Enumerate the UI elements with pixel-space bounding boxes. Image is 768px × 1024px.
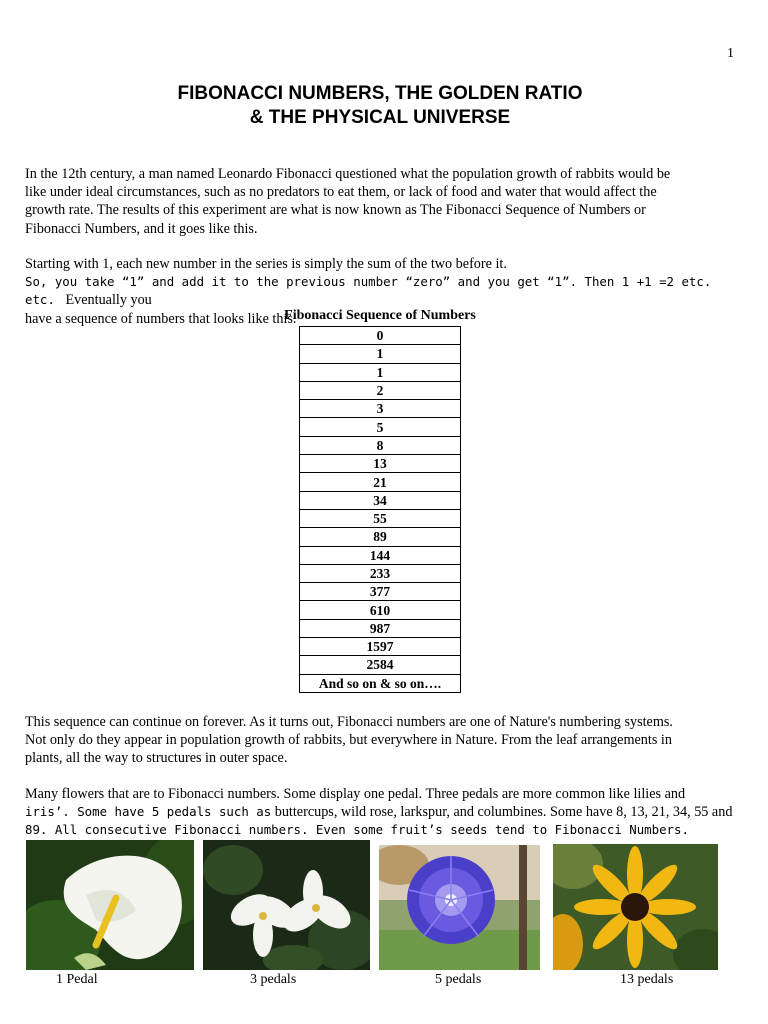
photo-trillium	[203, 840, 370, 970]
table-row	[300, 509, 461, 527]
intro-line: Fibonacci Numbers, and it goes like this.	[25, 220, 258, 237]
table-cell: 377	[300, 583, 461, 601]
table-row	[300, 601, 461, 619]
table-cell: 0	[300, 327, 461, 345]
table-cell: 1	[300, 345, 461, 363]
table-row	[300, 327, 461, 345]
nature-line: plants, all the way to structures in outer space.	[25, 750, 288, 767]
trillium-icon	[203, 840, 370, 970]
table-row	[300, 656, 461, 674]
table-cell: 2584	[300, 656, 461, 674]
table-row	[300, 674, 461, 692]
table-cell: 144	[300, 546, 461, 564]
starting-line	[25, 273, 745, 309]
page-number: 1	[727, 46, 734, 61]
flowers-line-rest: buttercups, wild rose, larkspur, and columbines. Some have 8, 13, 21, 34, 55 and	[271, 804, 733, 821]
title-line-2: & THE PHYSICAL UNIVERSE	[249, 107, 511, 128]
table-row	[300, 345, 461, 363]
black-eyed-susan-icon	[553, 844, 718, 970]
table-row	[300, 473, 461, 491]
table-cell: 1597	[300, 638, 461, 656]
table-cell: 34	[300, 491, 461, 509]
table-row	[300, 638, 461, 656]
table-cell: 233	[300, 564, 461, 582]
table-cell: 5	[300, 418, 461, 436]
calla-lily-icon	[26, 840, 194, 970]
table-cell: 8	[300, 436, 461, 454]
intro-line: like under ideal circumstances, such as no predators to eat them, or lack of food and water that would affect the	[25, 184, 657, 201]
intro-line: growth rate. The results of this experiment are what is now known as The Fibonacci Sequence of Numbers or	[25, 202, 646, 219]
table-row	[300, 491, 461, 509]
page-title	[0, 82, 760, 130]
table-row	[300, 381, 461, 399]
table-cell: 610	[300, 601, 461, 619]
table-cell: 987	[300, 619, 461, 637]
table-cell: And so on & so on….	[300, 674, 461, 692]
table-cell: 13	[300, 455, 461, 473]
title-line-1: FIBONACCI NUMBERS, THE GOLDEN RATIO	[177, 83, 583, 104]
table-row	[300, 436, 461, 454]
nature-line: Not only do they appear in population growth of rabbits, but everywhere in Nature. From the leaf arrangements in	[25, 732, 672, 749]
photo-black-eyed-susan	[553, 844, 718, 970]
photo-caption-3: 5 pedals	[435, 972, 482, 987]
intro-paragraph	[25, 165, 725, 238]
starting-line: have a sequence of numbers that looks like this.	[25, 310, 297, 327]
photo-caption-2: 3 pedals	[250, 972, 297, 987]
photo-morning-glory	[379, 845, 540, 970]
morning-glory-icon	[379, 845, 540, 970]
flowers-line	[25, 803, 745, 821]
table-row	[300, 528, 461, 546]
table-cell: 2	[300, 381, 461, 399]
nature-line: This sequence can continue on forever. As it turns out, Fibonacci numbers are one of Nature's numbering systems.	[25, 714, 673, 730]
photo-caption-4: 13 pedals	[620, 972, 674, 987]
table-row	[300, 583, 461, 601]
table-row	[300, 455, 461, 473]
photo-caption-1: 1 Pedal	[56, 972, 98, 987]
starting-line-rest: Eventually you	[54, 292, 152, 309]
table-row	[300, 546, 461, 564]
flowers-line: Many flowers that are to Fibonacci numbers. Some display one pedal. Three pedals are more common like lilies and	[25, 786, 686, 802]
table-cell: 1	[300, 363, 461, 381]
intro-line: In the 12th century, a man named Leonardo Fibonacci questioned what the population growth of rabbits would be	[25, 166, 671, 182]
table-cell: 55	[300, 509, 461, 527]
table-cell: 89	[300, 528, 461, 546]
flowers-paragraph	[25, 785, 745, 840]
flowers-line	[25, 821, 745, 839]
nature-paragraph	[25, 713, 745, 768]
table-row	[300, 363, 461, 381]
table-row	[300, 619, 461, 637]
photo-calla-lily	[26, 840, 194, 970]
fibonacci-table	[299, 326, 461, 693]
table-caption: Fibonacci Sequence of Numbers	[284, 308, 476, 323]
flowers-line-mono: 89. All consecutive Fibonacci numbers. Even some fruit’s seeds tend to Fibonacci Numbers.	[25, 822, 689, 838]
table-row	[300, 564, 461, 582]
table-row	[300, 400, 461, 418]
starting-line: Starting with 1, each new number in the series is simply the sum of the two before it.	[25, 256, 507, 272]
starting-line-mono: So, you take “1” and add it to the previous number “zero” and you get “1”. Then 1 +1 =2 etc. etc.	[25, 274, 712, 308]
table-cell: 3	[300, 400, 461, 418]
table-row	[300, 418, 461, 436]
table-cell: 21	[300, 473, 461, 491]
flowers-line-mono: iris’. Some have 5 pedals such as	[25, 804, 272, 820]
